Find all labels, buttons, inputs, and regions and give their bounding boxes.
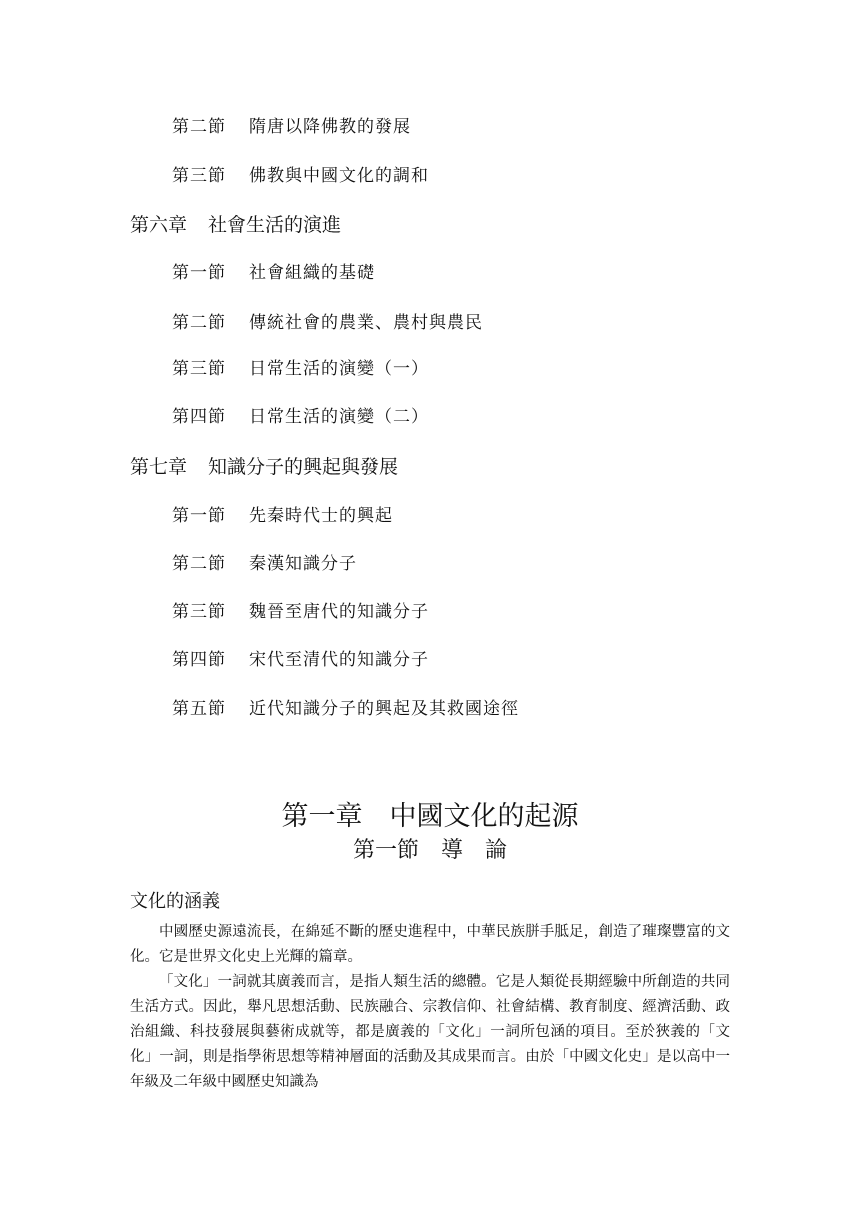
toc-entry-title: 秦漢知識分子 (249, 554, 357, 574)
toc-entry-title: 日常生活的演變（二） (249, 407, 429, 427)
section-heading: 第一節 導 論 (352, 838, 507, 863)
toc-entry-number: 第五節 (172, 699, 226, 719)
toc-chapter-title: 知識分子的興起與發展 (208, 456, 399, 478)
subheading: 文化的涵義 (130, 891, 220, 912)
body-paragraph: 「文化」一詞就其廣義而言，是指人類生活的總體。它是人類從長期經驗中所創造的共同生活方式。因此，舉凡思想活動、民族融合、宗教信仰、社會結構、教育制度、經濟活動、政治組織、科技發展與藝術成就等，都是廣義的「文化」一詞所包涵的項目。至於狹義的「文化」一詞，則是指學術思想等精神層面的活動及其成果而言。由於「中國文化史」是以高中一年級及二年級中國歷史知識為 (130, 974, 730, 1090)
toc-entry (172, 119, 411, 136)
toc-entry-number: 第三節 (172, 166, 226, 186)
toc-entry (172, 556, 357, 573)
toc-chapter-title: 社會生活的演進 (208, 214, 342, 236)
toc-entry (172, 361, 429, 378)
toc-entry (172, 701, 519, 718)
toc-entry-title: 日常生活的演變（一） (249, 359, 429, 379)
toc-entry-title: 先秦時代士的興起 (249, 506, 393, 526)
toc-chapter-number: 第七章 (130, 456, 188, 478)
toc-entry-number: 第三節 (172, 602, 226, 622)
toc-chapter-number: 第六章 (130, 214, 188, 236)
toc-entry-number: 第四節 (172, 650, 226, 670)
toc-entry (172, 409, 429, 426)
toc-entry-title: 宋代至清代的知識分子 (249, 650, 429, 670)
toc-entry-number: 第一節 (172, 263, 226, 283)
toc-entry-number: 第二節 (172, 313, 226, 333)
toc-entry-number: 第二節 (172, 554, 226, 574)
toc-entry-title: 近代知識分子的興起及其救國途徑 (249, 699, 519, 719)
toc-entry (172, 604, 429, 621)
toc-entry-title: 傳統社會的農業、農村與農民 (249, 313, 483, 333)
chapter-heading: 第一章 中國文化的起源 (281, 801, 579, 832)
toc-entry-title: 社會組織的基礎 (249, 263, 375, 283)
toc-entry-number: 第一節 (172, 506, 226, 526)
body-paragraph: 中國歷史源遠流長，在綿延不斷的歷史進程中，中華民族胼手胝足，創造了璀璨豐富的文化。它是世界文化史上光輝的篇章。 (130, 924, 730, 965)
toc-chapter (130, 458, 398, 477)
toc-entry-number: 第四節 (172, 407, 226, 427)
toc-entry-title: 魏晉至唐代的知識分子 (249, 602, 429, 622)
toc-entry (172, 315, 483, 332)
toc-entry-number: 第二節 (172, 117, 226, 137)
toc-entry (172, 168, 429, 185)
toc-entry (172, 652, 429, 669)
toc-entry (172, 265, 375, 282)
toc-entry-title: 隋唐以降佛教的發展 (249, 117, 411, 137)
toc-chapter (130, 216, 341, 235)
toc-entry (172, 508, 393, 525)
toc-entry-number: 第三節 (172, 359, 226, 379)
toc-entry-title: 佛教與中國文化的調和 (249, 166, 429, 186)
